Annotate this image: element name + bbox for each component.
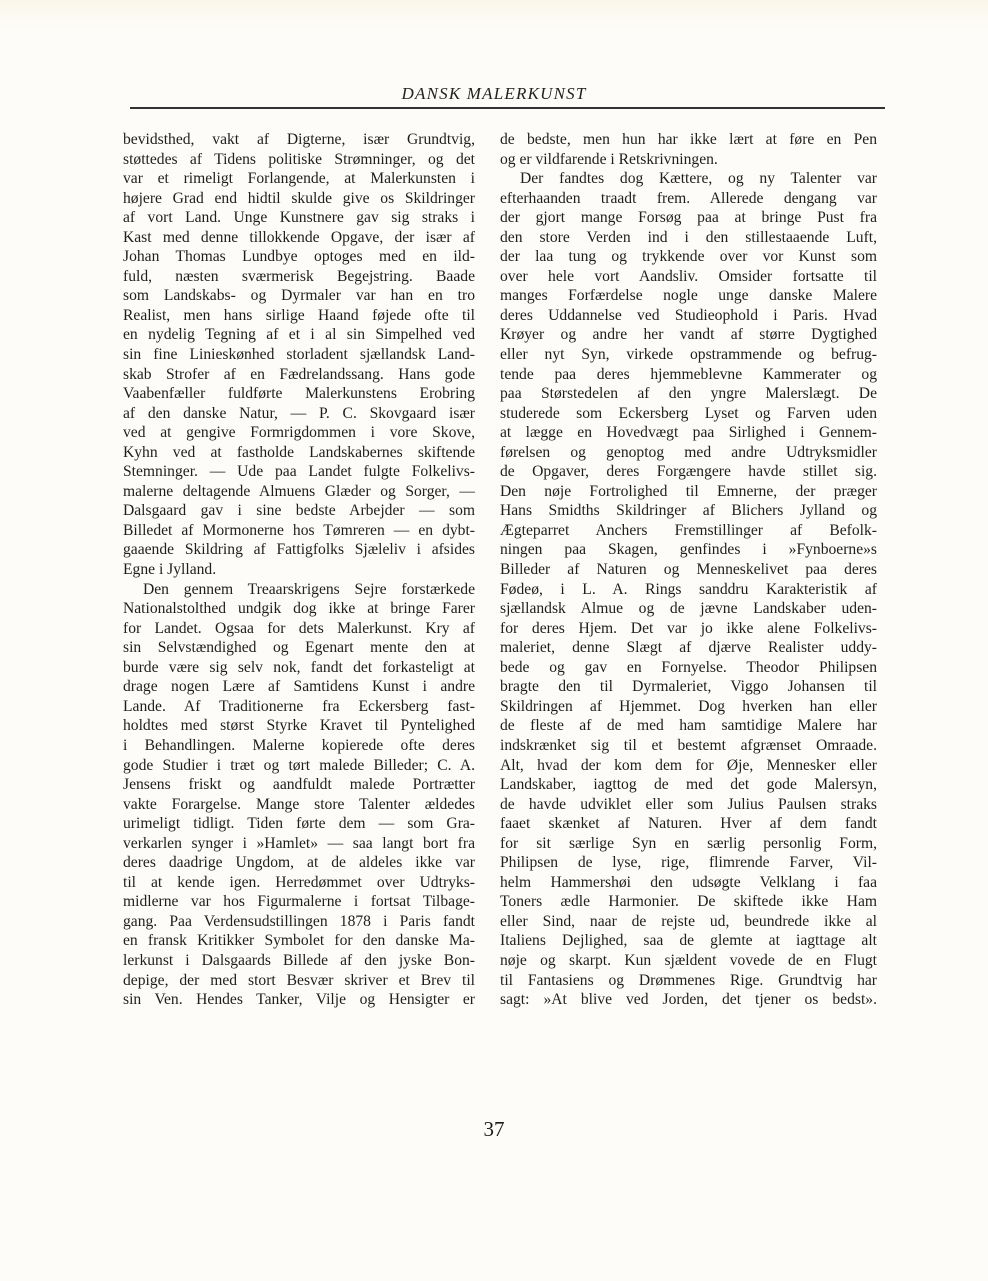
text-line: Ægteparret Anchers Fremstillinger af Befolk- — [500, 521, 877, 539]
text-line: drage nogen Lære af Samtidens Kunst i andre — [123, 678, 475, 696]
text-line: skab Strofer af en Fædrelandssang. Hans gode — [123, 365, 475, 383]
text-line: højere Grad end hidtil skulde give os Skildringer — [123, 189, 475, 207]
text-line: Stemninger. — Ude paa Landet fulgte Folkelivs- — [123, 463, 475, 481]
text-line: som Landskabs- og Dyrmaler var han en tro — [123, 287, 475, 305]
text-line: støttedes af Tidens politiske Strømninger, og det — [123, 150, 475, 168]
text-line: bragte den til Dyrmaleriet, Viggo Johansen til — [500, 678, 877, 696]
text-line: af vort Land. Unge Kunstnere gav sig straks i — [123, 209, 475, 227]
text-line: Realist, men hans sirlige Haand føjede ofte til — [123, 306, 475, 324]
text-line: der gjort mange Forsøg paa at bringe Pust fra — [500, 209, 877, 227]
text-line: Philipsen de lyse, rige, flimrende Farver, Vil- — [500, 854, 877, 872]
text-line: maleriet, denne Slægt af djærve Realister uddy- — [500, 639, 877, 657]
text-line: deres Uddannelse ved Studieophold i Paris. Hvad — [500, 306, 877, 324]
text-line: Jensens friskt og aandfuldt malede Portrætter — [123, 776, 475, 794]
text-line: fuld, næsten sværmerisk Begejstring. Baade — [123, 267, 475, 285]
paragraph-start-line: Den gennem Treaarskrigens Sejre forstærkede — [143, 580, 475, 598]
text-line: eller nyt Syn, virkede opstrammende og befrug- — [500, 346, 877, 364]
text-line: af den danske Natur, — P. C. Skovgaard især — [123, 404, 475, 422]
text-line: Skildringen af Hjemmet. Dog hverken han eller — [500, 697, 877, 715]
text-line: Toners ædle Harmonier. De skiftede ikke Ham — [500, 893, 877, 911]
text-line: bede og gav en Fornyelse. Theodor Philipsen — [500, 658, 877, 676]
text-line: over hele vort Aandsliv. Omsider fortsatte til — [500, 267, 877, 285]
text-line: helm Hammershøi den udsøgte Velklang i faa — [500, 873, 877, 891]
text-line: studerede som Eckersberg Lyset og Farven uden — [500, 404, 877, 422]
text-line: Landskaber, iagttog de med det gode Malersyn, — [500, 776, 877, 794]
text-line: Fødeø, i L. A. Rings sanddru Karakteristik af — [500, 580, 877, 598]
text-line: eller Sind, naar de rejste ud, beundrede ikke al — [500, 912, 877, 930]
running-head: DANSK MALERKUNST — [401, 84, 587, 103]
text-line: Kyhn ved at fastholde Landskabernes skiftende — [123, 443, 475, 461]
header-rule-divider — [130, 107, 885, 109]
text-line: Krøyer og andre her vandt af større Dygtighed — [500, 326, 877, 344]
left-text-column — [123, 130, 475, 1010]
text-line: at lægge en Hovedvægt paa Sirlighed i Gennem- — [500, 424, 877, 442]
text-line: ningen paa Skagen, genfindes i »Fynboerne»s — [500, 541, 877, 559]
text-line: Billeder af Naturen og Menneskelivet paa deres — [500, 561, 877, 579]
text-line: manges Forfærdelse nogle unge danske Malere — [500, 287, 877, 305]
text-line: gode Studier i træt og tørt malede Billeder; C. A. — [123, 756, 475, 774]
text-line: Den nøje Fortrolighed til Emnerne, der præger — [500, 482, 877, 500]
text-line: de havde udviklet eller som Julius Paulsen straks — [500, 795, 877, 813]
text-line: bevidsthed, vakt af Digterne, især Grundtvig, — [123, 131, 475, 148]
text-line: sin Ven. Hendes Tanker, Vilje og Hensigter er — [123, 991, 475, 1009]
text-line: burde være sig selv nok, fandt det forkasteligt at — [123, 658, 475, 676]
paragraph-end-line: Egne i Jylland. — [123, 561, 217, 579]
page-number: 37 — [483, 1117, 505, 1141]
text-line: for deres Hjem. Det var jo ikke alene Folkelivs- — [500, 619, 877, 637]
text-line: Italiens Dejlighed, saa de glemte at iagttage alt — [500, 932, 877, 950]
text-line: Vaabenfæller fuldførte Malerkunstens Erobring — [123, 385, 475, 403]
paper-edge-tint — [0, 0, 988, 30]
text-line: vakte Forargelse. Mange store Talenter ældedes — [123, 795, 475, 813]
text-line: der laa tung og trykkende over vor Kunst som — [500, 248, 877, 266]
text-line: nøje og skarpt. Kun sjældent vovede de en Flugt — [500, 951, 877, 969]
text-line: midlerne var hos Figurmalerne i fortsat Tilbage- — [123, 893, 475, 911]
text-line: en nydelig Tegning af et i al sin Simpelhed ved — [123, 326, 475, 344]
text-line: Kast med denne tillokkende Opgave, der især af — [123, 228, 475, 246]
text-line: holdtes med størst Styrke Kravet til Pyntelighed — [123, 717, 475, 735]
text-line: de fleste af de med ham samtidige Malere har — [500, 717, 877, 735]
text-line: malerne deltagende Almuens Glæder og Sorger, — — [123, 482, 475, 500]
text-line: paa Størstedelen af den yngre Malerslægt. De — [500, 385, 877, 403]
text-line: til Fantasiens og Drømmenes Rige. Grundtvig har — [500, 971, 877, 989]
text-line: for Landet. Ogsaa for dets Malerkunst. Kry af — [123, 619, 475, 637]
text-line: sin Selvstændighed og Egenart mente den at — [123, 639, 475, 657]
text-line: verkarlen synger i »Hamlet» — saa langt bort fra — [123, 834, 475, 852]
text-line: gang. Paa Verdensudstillingen 1878 i Paris fandt — [123, 912, 475, 930]
text-line: for sit særlige Syn en særlig personlig Form, — [500, 834, 877, 852]
text-line: gaaende Skildring af Fattigfolks Sjæleliv i afsides — [123, 541, 475, 559]
text-line: Alt, hvad der kom dem for Øje, Mennesker eller — [500, 756, 877, 774]
text-line: Johan Thomas Lundbye optoges med en ild- — [123, 248, 475, 266]
text-line: var et rimeligt Forlangende, at Malerkunsten i — [123, 170, 475, 188]
text-line: Lande. Af Traditionerne fra Eckersberg fast- — [123, 697, 475, 715]
text-line: Hans Smidths Skildringer af Blichers Jylland og — [500, 502, 877, 520]
text-line: Nationalstolthed undgik dog ikke at bringe Farer — [123, 600, 475, 618]
text-line: ved at gengive Formrigdommen i vore Skove, — [123, 424, 475, 442]
text-line: i Behandlingen. Malerne kopierede ofte deres — [123, 736, 475, 754]
text-line: sjællandsk Almue og de jævne Landskaber uden- — [500, 600, 877, 618]
text-line: sin fine Linieskønhed storladent sjællandsk Land- — [123, 346, 475, 364]
text-line: til at kende igen. Herredømmet over Udtryks- — [123, 873, 475, 891]
paragraph-end-line: og er vildfarende i Retskrivningen. — [500, 150, 718, 168]
text-line: urimeligt tidligt. Tiden førte dem — som Gra- — [123, 815, 475, 833]
text-line: faaet skænket af Naturen. Hver af dem fandt — [500, 815, 877, 833]
paragraph-start-line: Der fandtes dog Kættere, og ny Talenter var — [520, 170, 877, 188]
text-line: tende paa deres hjemmeblevne Kammerater og — [500, 365, 877, 383]
text-line: førelsen og genoptog med andre Udtryksmidler — [500, 443, 877, 461]
text-line: sagt: »At blive ved Jorden, det tjener os bedst». — [500, 991, 877, 1009]
text-line: depige, der med stort Besvær skriver et Brev til — [123, 971, 475, 989]
text-line: lerkunst i Dalsgaards Billede af den jyske Bon- — [123, 951, 475, 969]
text-line: Billedet af Mormonerne hos Tømreren — en dybt- — [123, 521, 475, 539]
text-line: deres daadrige Ungdom, at de aldeles ikke var — [123, 854, 475, 872]
right-text-column — [500, 130, 877, 1010]
text-line: de Opgaver, deres Forgængere havde stillet sig. — [500, 463, 877, 481]
text-line: efterhaanden traadt frem. Allerede dengang var — [500, 189, 877, 207]
text-line: den store Verden ind i den stillestaaende Luft, — [500, 228, 877, 246]
text-line: indskrænket sig til et bestemt afgrænset Omraade. — [500, 736, 877, 754]
text-line: en fransk Kritikker Symbolet for den danske Ma- — [123, 932, 475, 950]
text-line: de bedste, men hun har ikke lært at føre en Pen — [500, 131, 877, 148]
text-line: Dalsgaard gav i sine bedste Arbejder — som — [123, 502, 475, 520]
